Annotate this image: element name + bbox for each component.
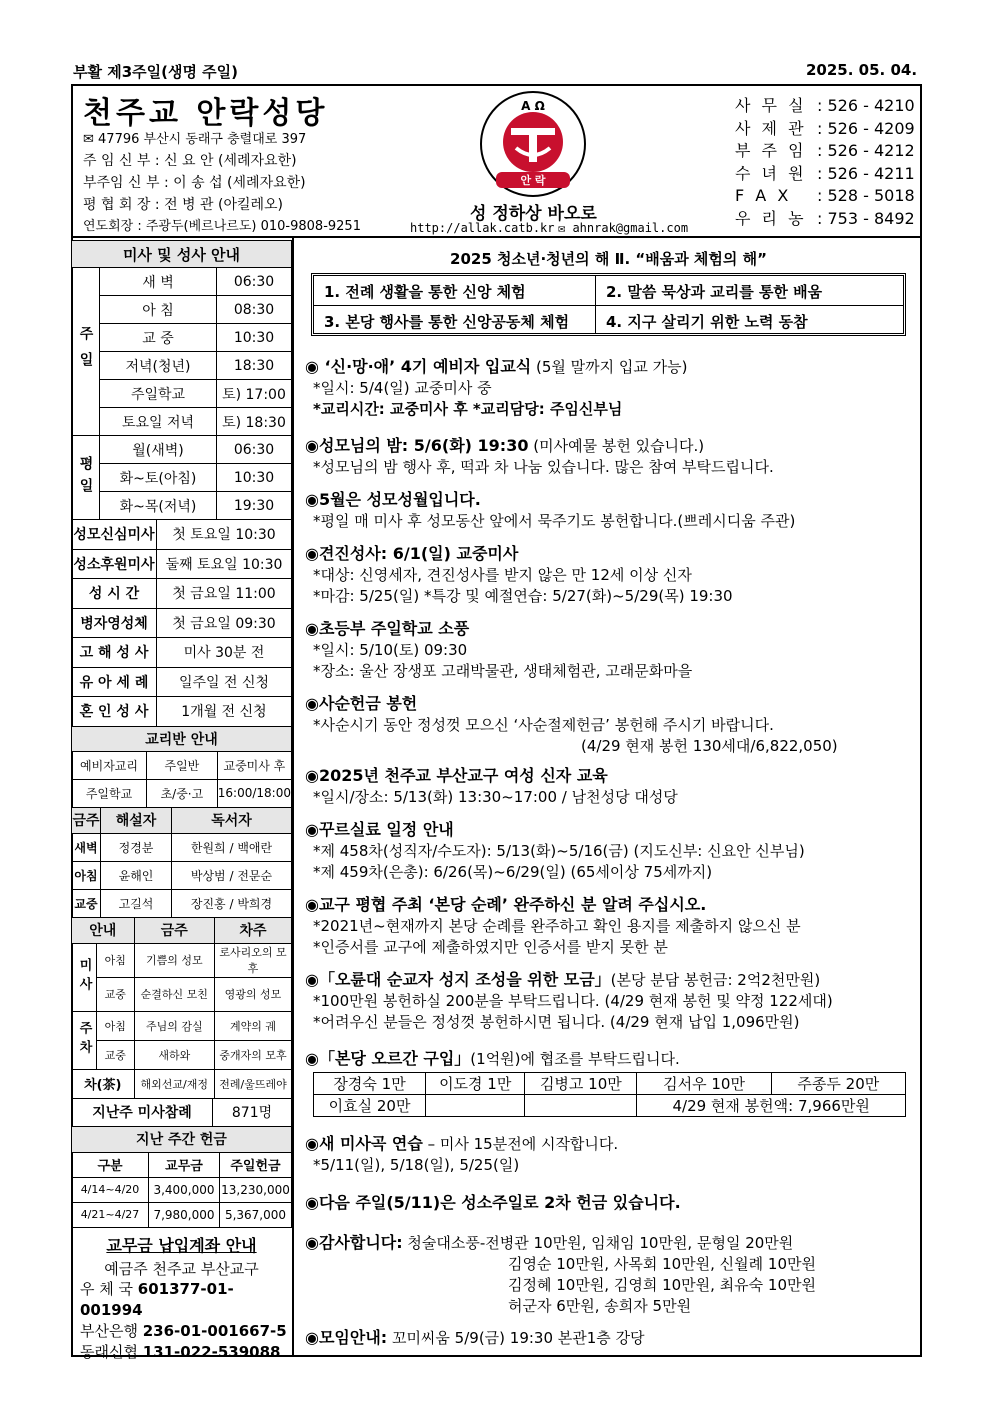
service-cell: 전례/울뜨레야 — [215, 1069, 292, 1098]
mass-name: 토요일 저녁 — [100, 408, 217, 436]
phone-row: 부 주 임 : 526 - 4212 — [735, 141, 915, 160]
service-cell: 새하와 — [134, 1040, 214, 1069]
offering-cell: 7,980,000 — [149, 1202, 220, 1227]
left-column — [71, 240, 292, 1228]
catechism-cell: 교중미사 후 — [217, 751, 291, 779]
notice-item: ◉초등부 주일학교 소풍 *일시: 5/10(토) 09:30 *장소: 울산 장생포 고래박물관, 생태체험관, 고래문화마을 — [305, 619, 693, 680]
mass-time: 18:30 — [217, 352, 292, 380]
service-cell: 주님의 감실 — [134, 1011, 214, 1040]
accounts-box — [71, 1233, 292, 1363]
service-cell: 교중 — [97, 977, 135, 1011]
sacrament-name: 성모신심미사 — [72, 520, 157, 550]
notice-item: ◉「본당 오르간 구입」(1억원)에 협조를 부탁드립니다. — [305, 1049, 680, 1068]
notice-item: ◉다음 주일(5/11)은 성소주일로 2차 헌금 있습니다. — [305, 1193, 681, 1212]
staff-list — [83, 150, 361, 238]
thanks-title: ◉감사합니다: — [305, 1233, 403, 1252]
accounts-title: 교무금 납입계좌 안내 — [106, 1236, 257, 1255]
theme-item: 4. 지구 살리기 위한 노력 동참 — [606, 313, 808, 331]
mass-name: 저녁(청년) — [100, 352, 217, 380]
service-tea-label: 차(茶) — [72, 1069, 135, 1098]
offering-header: 주일헌금 — [220, 1152, 292, 1177]
accounts-holder: 예금주 천주교 부산교구 — [104, 1260, 259, 1278]
readers-header: 독서자 — [172, 807, 292, 833]
mass-name: 새 벽 — [100, 268, 217, 296]
readers-cell: 박상범 / 전문순 — [172, 861, 292, 889]
account-row: 부산은행 236-01-001667-5 — [80, 1322, 287, 1340]
account-row: 우 체 국 601377-01-001994 — [80, 1280, 234, 1319]
offering-cell: 4/14~4/20 — [72, 1177, 149, 1202]
column-divider — [292, 238, 294, 1357]
theme-box — [311, 273, 906, 336]
organ-cell: 이효실 20만 — [314, 1095, 426, 1117]
readers-cell: 고길석 — [101, 889, 172, 917]
service-parking-label: 주차 — [72, 1011, 97, 1069]
thanks-line: 허군자 6만원, 송희자 5만원 — [508, 1297, 692, 1315]
sacrament-time: 첫 토요일 10:30 — [157, 520, 292, 550]
sacrament-name: 병자영성체 — [72, 608, 157, 638]
mass-name: 주일학교 — [100, 380, 217, 408]
notice-item: ◉「오륜대 순교자 성지 조성을 위한 모금」(본당 분담 봉헌금: 2억2천만원) *100만원 봉헌하실 200분을 부탁드립니다. (4/29 현재 봉헌 및 약정 122세대) *어려우신 분들은 정성껏 봉헌하시면 됩니다. (4/29 현재 납입 1,096만원) — [305, 970, 833, 1031]
service-mass-label: 미사 — [72, 943, 97, 1011]
staff-line: 평 협 회 장 : 전 병 관 (아킬레오) — [83, 197, 284, 213]
mass-time: 토) 17:00 — [217, 380, 292, 408]
theme-title: 2025 청소년·청년의 해 Ⅱ. “배움과 체험의 해” — [450, 250, 767, 268]
logo-bottom-text: 안 락 — [520, 174, 546, 187]
meeting-notice: ◉모임안내: 꼬미씨움 5/9(금) 19:30 본관1층 강당 — [305, 1328, 645, 1347]
staff-line: 부주임 신 부 : 이 송 섭 (세례자요한) — [83, 175, 306, 191]
service-cell: 로사리오의 모후 — [215, 943, 292, 977]
catechism-cell: 예비자교리 — [72, 751, 147, 779]
theme-item: 3. 본당 행사를 통한 신앙공동체 체험 — [324, 313, 570, 331]
email-link[interactable]: ✉ ahnrak@gmail.com — [558, 221, 689, 235]
notice-item: ◉사순헌금 봉헌 *사순시기 동안 정성껏 모으신 ‘사순절제헌금’ 봉헌해 주시기 바랍니다. (4/29 현재 봉헌 130세대/6,822,050) — [305, 694, 838, 755]
notice-item: ◉새 미사곡 연습 – 미사 15분전에 시작합니다. *5/11(일), 5/18(일), 5/25(일) — [305, 1134, 619, 1174]
sacrament-name: 성 시 간 — [72, 579, 157, 609]
service-cell: 중개자의 모후 — [215, 1040, 292, 1069]
thanks-line: 김정혜 10만원, 김영희 10만원, 최유숙 10만원 — [508, 1276, 816, 1294]
church-address: ✉ 47796 부산시 동래구 충렬대로 397 — [83, 132, 307, 147]
offering-title: 지난 주간 헌금 — [72, 1126, 292, 1152]
organ-cell: 김서우 10만 — [637, 1073, 771, 1095]
mass-name: 교 중 — [100, 324, 217, 352]
mass-time: 10:30 — [217, 324, 292, 352]
mass-name: 월(새벽) — [100, 436, 217, 464]
offering-table — [71, 1126, 292, 1228]
service-cell: 영광의 성모 — [215, 977, 292, 1011]
sunday-label: 주일 — [72, 268, 100, 436]
staff-line: 주 임 신 부 : 신 요 안 (세례자요한) — [83, 153, 297, 169]
church-name: 천주교 안락성당 — [83, 96, 329, 131]
mass-time: 토) 18:30 — [217, 408, 292, 436]
phone-list — [735, 95, 915, 230]
mass-time: 08:30 — [217, 296, 292, 324]
staff-line: 연도회장 : 주광두(베르나르도) 010-9808-9251 — [83, 219, 361, 234]
account-row: 동래신협 131-022-539088 — [80, 1343, 281, 1361]
readers-cell: 아침 — [72, 861, 101, 889]
sacrament-time: 첫 금요일 09:30 — [157, 608, 292, 638]
service-cell: 교중 — [97, 1040, 135, 1069]
sacrament-time: 둘째 토요일 10:30 — [157, 549, 292, 579]
organ-cell: 이도경 1만 — [426, 1073, 525, 1095]
theme-item: 1. 전례 생활을 통한 신앙 체험 — [324, 283, 526, 301]
organ-donation-table — [313, 1072, 906, 1117]
service-table — [71, 917, 292, 1099]
sunday-name: 부활 제3주일(생명 주일) — [73, 63, 239, 81]
service-header: 금주 — [134, 917, 214, 943]
phone-row: 사 무 실 : 526 - 4210 — [735, 96, 915, 115]
catechism-title: 교리반 안내 — [72, 726, 292, 751]
mass-table-title: 미사 및 성사 안내 — [72, 241, 292, 268]
offering-cell: 4/21~4/27 — [72, 1202, 149, 1227]
sacrament-time: 일주일 전 신청 — [157, 667, 292, 697]
organ-cell: 장경숙 1만 — [314, 1073, 426, 1095]
attendance-value: 871명 — [213, 1098, 292, 1126]
mass-name: 아 침 — [100, 296, 217, 324]
accounts-list — [71, 1279, 292, 1363]
sacrament-time: 첫 금요일 11:00 — [157, 579, 292, 609]
mass-time: 06:30 — [217, 268, 292, 296]
catechism-cell: 주일반 — [147, 751, 218, 779]
offering-cell: 3,400,000 — [149, 1177, 220, 1202]
service-cell: 아침 — [97, 943, 135, 977]
sacrament-name: 혼 인 성 사 — [72, 697, 157, 727]
mass-time: 19:30 — [217, 492, 292, 520]
readers-cell: 윤해인 — [101, 861, 172, 889]
sacrament-table — [71, 519, 292, 727]
weekday-label: 평일 — [72, 436, 100, 520]
offering-header: 교무금 — [149, 1152, 220, 1177]
notice-item: ◉견진성사: 6/1(일) 교중미사 *대상: 신영세자, 견진성사를 받지 않은 만 12세 이상 신자 *마감: 5/25(일) *특강 및 예절연습: 5/27(화)~5/29(목) 19:30 — [305, 544, 733, 605]
catechism-cell: 주일학교 — [72, 779, 147, 807]
notice-item: ◉꾸르실료 일정 안내 *제 458차(성직자/수도자): 5/13(화)~5/16(금) (지도신부: 신요안 신부님) *제 459차(은총): 6/26(목)~6/29(일) (65세이상 75세까지) — [305, 820, 805, 881]
service-cell: 아침 — [97, 1011, 135, 1040]
bulletin-date: 2025. 05. 04. — [806, 61, 918, 79]
offering-header: 구분 — [72, 1152, 149, 1177]
notice-item: ◉ ‘신·망·애’ 4기 예비자 입교식 (5월 말까지 입교 가능) *일시: 5/4(일) 교중미사 중 *교리시간: 교중미사 후 *교리담당: 주임신부님 — [305, 357, 688, 418]
website-link[interactable]: http://allak.catb.kr — [410, 221, 555, 235]
readers-cell: 정경분 — [101, 833, 172, 861]
catechism-table — [71, 726, 292, 808]
mass-name: 화~목(저녁) — [100, 492, 217, 520]
readers-cell: 교중 — [72, 889, 101, 917]
offering-cell: 5,367,000 — [220, 1202, 292, 1227]
attendance-table — [71, 1098, 292, 1127]
logo-top-text: A Ω — [521, 99, 545, 113]
phone-row: 사 제 관 : 526 - 4209 — [735, 118, 915, 138]
notice-item: ◉5월은 성모성월입니다. *평일 매 미사 후 성모동산 앞에서 묵주기도 봉헌합니다.(쁘레시디움 주관) — [305, 490, 796, 530]
readers-header: 해설자 — [101, 807, 172, 833]
attendance-label: 지난주 미사참례 — [72, 1098, 213, 1126]
sacrament-name: 고 해 성 사 — [72, 638, 157, 668]
service-cell: 해외선교/재정 — [134, 1069, 214, 1098]
service-cell: 순결하신 모친 — [134, 977, 214, 1011]
mass-time: 06:30 — [217, 436, 292, 464]
service-header: 차주 — [215, 917, 292, 943]
phone-row: F A X : 528 - 5018 — [735, 186, 915, 205]
service-header: 안내 — [72, 917, 135, 943]
phone-row: 우 리 농 : 753 - 8492 — [735, 208, 915, 228]
patron-saint: 성 정하상 바오로 — [470, 204, 597, 224]
organ-total: 4/29 현재 봉헌액: 7,966만원 — [637, 1095, 906, 1117]
organ-cell: 김병고 10만 — [525, 1073, 637, 1095]
readers-table — [71, 807, 292, 918]
sacrament-time: 미사 30분 전 — [157, 638, 292, 668]
readers-cell: 새벽 — [72, 833, 101, 861]
phone-row: 수 녀 원 : 526 - 4211 — [735, 163, 915, 183]
notice-item: ◉성모님의 밤: 5/6(화) 19:30 (미사예물 봉헌 있습니다.) *성모님의 밤 행사 후, 떡과 차 나눔 있습니다. 많은 참여 부탁드립니다. — [305, 436, 774, 476]
offering-cell: 13,230,000 — [220, 1177, 292, 1202]
church-logo — [476, 88, 591, 200]
readers-cell: 한원희 / 백애란 — [172, 833, 292, 861]
readers-cell: 장진홍 / 박희경 — [172, 889, 292, 917]
readers-header: 금주 — [72, 807, 101, 833]
sacrament-name: 성소후원미사 — [72, 549, 157, 579]
sacrament-name: 유 아 세 례 — [72, 667, 157, 697]
notice-item: ◉2025년 천주교 부산교구 여성 신자 교육 *일시/장소: 5/13(화) 13:30~17:00 / 남천성당 대성당 — [305, 766, 678, 806]
header-divider — [71, 236, 922, 238]
theme-item: 2. 말씀 묵상과 교리를 통한 배움 — [606, 283, 823, 301]
thanks-line: 김영순 10만원, 사목회 10만원, 신월례 10만원 — [508, 1255, 816, 1273]
catechism-cell: 16:00/18:00 — [217, 779, 291, 807]
mass-table — [71, 240, 292, 520]
service-cell: 계약의 궤 — [215, 1011, 292, 1040]
organ-cell — [426, 1095, 525, 1117]
sacrament-time: 1개월 전 신청 — [157, 697, 292, 727]
organ-cell: 주종두 20만 — [771, 1073, 905, 1095]
thanks-section: ◉감사합니다: 청술대소풍-전병관 10만원, 임채임 10만원, 문형일 20만원 김영순 10만원, 사목회 10만원, 신월례 10만원 김정혜 10만원, 김영희 10만원, 최유숙 10만원 허군자 6만원, 송희자 5만원 — [305, 1233, 816, 1315]
mass-time: 10:30 — [217, 464, 292, 492]
catechism-cell: 초/중·고 — [147, 779, 218, 807]
service-cell: 기쁨의 성모 — [134, 943, 214, 977]
organ-cell — [525, 1095, 637, 1117]
mass-name: 화~토(아침) — [100, 464, 217, 492]
notice-item: ◉교구 평협 주최 ‘본당 순례’ 완주하신 분 알려 주십시오. *2021년~현재까지 본당 순례를 완주하고 확인 용지를 제출하지 않으신 분 *인증서를 교구에 제출하였지만 인증서를 받지 못한 분 — [305, 895, 801, 956]
